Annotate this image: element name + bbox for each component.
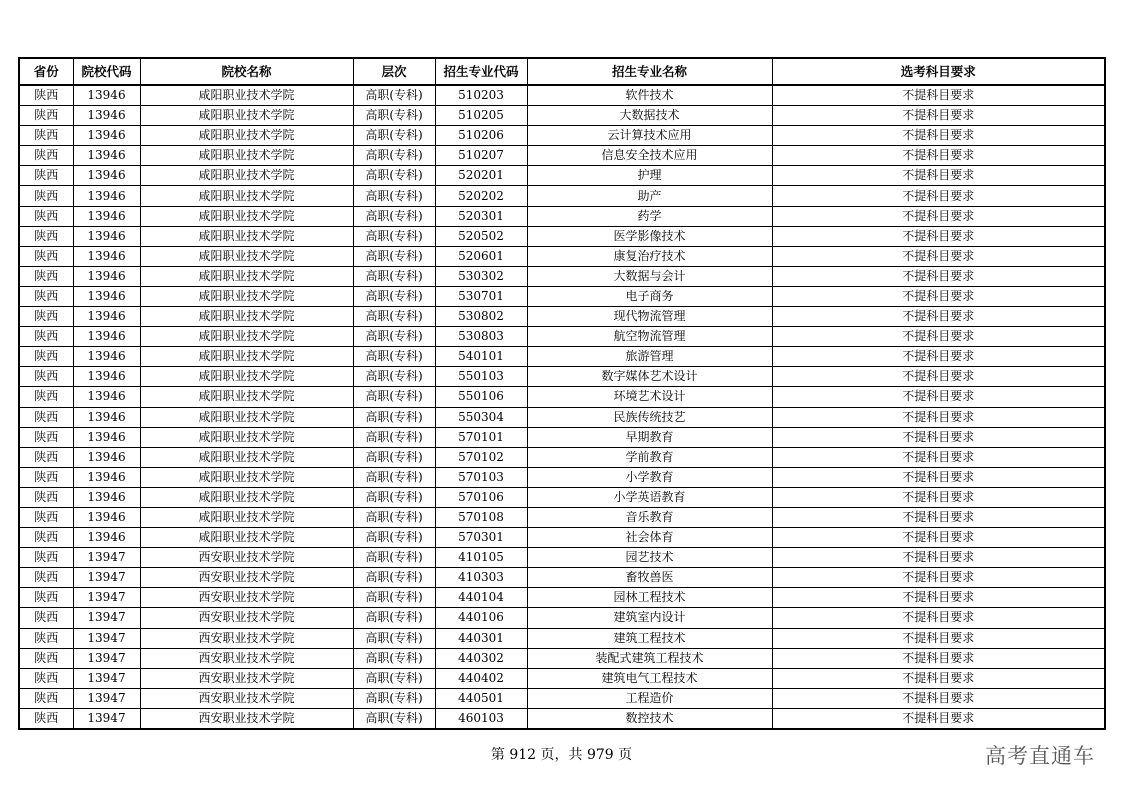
cell-major-name: 信息安全技术应用 [527,146,772,166]
cell-province: 陕西 [19,668,73,688]
cell-subject-requirement: 不提科目要求 [772,327,1105,347]
table-row [19,407,1105,427]
cell-province: 陕西 [19,708,73,729]
table-row [19,286,1105,306]
cell-province: 陕西 [19,367,73,387]
cell-level: 高职(专科) [353,387,435,407]
table-row [19,628,1105,648]
cell-subject-requirement: 不提科目要求 [772,548,1105,568]
cell-major-name: 助产 [527,186,772,206]
cell-province: 陕西 [19,126,73,146]
cell-major-name: 畜牧兽医 [527,568,772,588]
table-row [19,668,1105,688]
cell-major-code: 550106 [435,387,527,407]
cell-province: 陕西 [19,166,73,186]
cell-school-code: 13947 [73,608,140,628]
cell-province: 陕西 [19,286,73,306]
cell-school-code: 13947 [73,548,140,568]
table-row [19,387,1105,407]
table-row [19,246,1105,266]
table-row [19,688,1105,708]
cell-school-code: 13946 [73,487,140,507]
cell-major-code: 410105 [435,548,527,568]
cell-school-name: 咸阳职业技术学院 [140,286,353,306]
cell-level: 高职(专科) [353,467,435,487]
cell-major-code: 570108 [435,507,527,527]
cell-major-code: 510207 [435,146,527,166]
cell-subject-requirement: 不提科目要求 [772,246,1105,266]
cell-major-name: 民族传统技艺 [527,407,772,427]
cell-level: 高职(专科) [353,668,435,688]
table-row [19,307,1105,327]
cell-province: 陕西 [19,648,73,668]
cell-major-name: 旅游管理 [527,347,772,367]
cell-major-name: 数控技术 [527,708,772,729]
cell-province: 陕西 [19,347,73,367]
cell-major-name: 软件技术 [527,85,772,106]
cell-school-code: 13946 [73,387,140,407]
cell-school-code: 13946 [73,347,140,367]
cell-school-code: 13946 [73,507,140,527]
cell-major-name: 大数据技术 [527,106,772,126]
cell-subject-requirement: 不提科目要求 [772,507,1105,527]
table-row [19,186,1105,206]
cell-subject-requirement: 不提科目要求 [772,688,1105,708]
cell-school-name: 咸阳职业技术学院 [140,146,353,166]
cell-major-code: 410303 [435,568,527,588]
cell-school-code: 13946 [73,447,140,467]
table-row [19,427,1105,447]
table-row [19,608,1105,628]
cell-school-code: 13946 [73,286,140,306]
cell-level: 高职(专科) [353,166,435,186]
cell-major-name: 小学教育 [527,467,772,487]
cell-subject-requirement: 不提科目要求 [772,126,1105,146]
cell-subject-requirement: 不提科目要求 [772,367,1105,387]
cell-school-name: 咸阳职业技术学院 [140,186,353,206]
cell-major-code: 520502 [435,226,527,246]
cell-level: 高职(专科) [353,106,435,126]
cell-level: 高职(专科) [353,407,435,427]
cell-level: 高职(专科) [353,85,435,106]
table-row [19,708,1105,729]
cell-school-code: 13946 [73,226,140,246]
cell-subject-requirement: 不提科目要求 [772,467,1105,487]
cell-major-name: 早期教育 [527,427,772,447]
cell-province: 陕西 [19,467,73,487]
cell-school-name: 咸阳职业技术学院 [140,347,353,367]
cell-school-name: 咸阳职业技术学院 [140,387,353,407]
cell-major-name: 医学影像技术 [527,226,772,246]
table-row [19,507,1105,527]
cell-major-name: 云计算技术应用 [527,126,772,146]
cell-level: 高职(专科) [353,146,435,166]
cell-level: 高职(专科) [353,648,435,668]
cell-school-code: 13946 [73,126,140,146]
cell-subject-requirement: 不提科目要求 [772,648,1105,668]
cell-province: 陕西 [19,608,73,628]
cell-province: 陕西 [19,588,73,608]
header-province: 省份 [19,58,73,85]
cell-major-code: 570101 [435,427,527,447]
cell-school-name: 西安职业技术学院 [140,708,353,729]
cell-school-name: 西安职业技术学院 [140,568,353,588]
cell-major-code: 570106 [435,487,527,507]
header-major-code: 招生专业代码 [435,58,527,85]
watermark: 高考直通车 [985,744,1095,768]
cell-major-name: 航空物流管理 [527,327,772,347]
cell-level: 高职(专科) [353,588,435,608]
cell-school-code: 13946 [73,407,140,427]
table-row [19,467,1105,487]
cell-major-name: 园林工程技术 [527,588,772,608]
cell-school-name: 咸阳职业技术学院 [140,266,353,286]
cell-subject-requirement: 不提科目要求 [772,427,1105,447]
table-body [19,85,1105,729]
cell-province: 陕西 [19,507,73,527]
table-row [19,166,1105,186]
cell-subject-requirement: 不提科目要求 [772,186,1105,206]
cell-major-code: 520601 [435,246,527,266]
cell-level: 高职(专科) [353,528,435,548]
cell-major-name: 现代物流管理 [527,307,772,327]
cell-level: 高职(专科) [353,688,435,708]
cell-major-name: 园艺技术 [527,548,772,568]
cell-school-code: 13946 [73,327,140,347]
cell-school-name: 西安职业技术学院 [140,548,353,568]
cell-major-name: 音乐教育 [527,507,772,527]
cell-major-code: 550103 [435,367,527,387]
cell-subject-requirement: 不提科目要求 [772,568,1105,588]
cell-major-name: 建筑电气工程技术 [527,668,772,688]
cell-major-code: 440106 [435,608,527,628]
cell-school-name: 西安职业技术学院 [140,668,353,688]
cell-subject-requirement: 不提科目要求 [772,106,1105,126]
cell-school-code: 13946 [73,206,140,226]
table-row [19,266,1105,286]
table-row [19,347,1105,367]
header-level: 层次 [353,58,435,85]
cell-level: 高职(专科) [353,628,435,648]
cell-subject-requirement: 不提科目要求 [772,387,1105,407]
cell-level: 高职(专科) [353,507,435,527]
table-row [19,206,1105,226]
cell-school-code: 13946 [73,427,140,447]
cell-major-code: 440301 [435,628,527,648]
table-row [19,487,1105,507]
cell-province: 陕西 [19,628,73,648]
cell-school-code: 13946 [73,85,140,106]
table-row [19,106,1105,126]
cell-school-name: 西安职业技术学院 [140,628,353,648]
cell-major-code: 460103 [435,708,527,729]
cell-province: 陕西 [19,266,73,286]
cell-major-code: 440104 [435,588,527,608]
cell-subject-requirement: 不提科目要求 [772,226,1105,246]
cell-school-code: 13946 [73,246,140,266]
cell-major-code: 530701 [435,286,527,306]
cell-school-code: 13946 [73,266,140,286]
cell-major-name: 建筑室内设计 [527,608,772,628]
cell-level: 高职(专科) [353,608,435,628]
cell-level: 高职(专科) [353,246,435,266]
cell-major-code: 570103 [435,467,527,487]
table-row [19,588,1105,608]
cell-major-name: 护理 [527,166,772,186]
cell-school-name: 咸阳职业技术学院 [140,507,353,527]
cell-school-name: 咸阳职业技术学院 [140,487,353,507]
cell-subject-requirement: 不提科目要求 [772,447,1105,467]
admission-table [18,57,1106,730]
table-header-row [19,58,1105,85]
cell-subject-requirement: 不提科目要求 [772,487,1105,507]
cell-subject-requirement: 不提科目要求 [772,668,1105,688]
cell-major-name: 建筑工程技术 [527,628,772,648]
cell-major-code: 530302 [435,266,527,286]
cell-subject-requirement: 不提科目要求 [772,588,1105,608]
table-row [19,648,1105,668]
cell-subject-requirement: 不提科目要求 [772,347,1105,367]
cell-school-code: 13947 [73,688,140,708]
cell-school-code: 13946 [73,528,140,548]
cell-school-name: 咸阳职业技术学院 [140,85,353,106]
cell-major-code: 520301 [435,206,527,226]
cell-level: 高职(专科) [353,206,435,226]
cell-province: 陕西 [19,688,73,708]
cell-school-name: 咸阳职业技术学院 [140,166,353,186]
cell-school-code: 13947 [73,668,140,688]
cell-province: 陕西 [19,186,73,206]
cell-major-name: 大数据与会计 [527,266,772,286]
table-row [19,226,1105,246]
page-number: 第 912 页，共 979 页 [490,747,633,763]
cell-major-name: 社会体育 [527,528,772,548]
cell-level: 高职(专科) [353,327,435,347]
cell-level: 高职(专科) [353,226,435,246]
cell-major-code: 550304 [435,407,527,427]
cell-school-name: 咸阳职业技术学院 [140,367,353,387]
cell-major-name: 装配式建筑工程技术 [527,648,772,668]
cell-level: 高职(专科) [353,447,435,467]
cell-school-name: 西安职业技术学院 [140,588,353,608]
cell-level: 高职(专科) [353,126,435,146]
table-row [19,447,1105,467]
cell-major-name: 数字媒体艺术设计 [527,367,772,387]
cell-province: 陕西 [19,407,73,427]
header-school-code: 院校代码 [73,58,140,85]
table-row [19,327,1105,347]
cell-school-name: 咸阳职业技术学院 [140,246,353,266]
cell-school-name: 咸阳职业技术学院 [140,447,353,467]
cell-major-code: 440302 [435,648,527,668]
table-row [19,85,1105,106]
cell-school-name: 咸阳职业技术学院 [140,407,353,427]
cell-school-code: 13947 [73,628,140,648]
cell-school-code: 13946 [73,467,140,487]
cell-major-code: 440402 [435,668,527,688]
header-major-name: 招生专业名称 [527,58,772,85]
cell-school-code: 13947 [73,648,140,668]
cell-major-code: 570102 [435,447,527,467]
table-row [19,146,1105,166]
cell-province: 陕西 [19,487,73,507]
cell-major-code: 530803 [435,327,527,347]
cell-province: 陕西 [19,206,73,226]
cell-school-code: 13946 [73,166,140,186]
cell-province: 陕西 [19,146,73,166]
cell-school-name: 咸阳职业技术学院 [140,206,353,226]
cell-school-name: 咸阳职业技术学院 [140,106,353,126]
cell-level: 高职(专科) [353,286,435,306]
cell-province: 陕西 [19,387,73,407]
table-row [19,126,1105,146]
cell-province: 陕西 [19,568,73,588]
cell-level: 高职(专科) [353,307,435,327]
cell-school-name: 咸阳职业技术学院 [140,427,353,447]
cell-province: 陕西 [19,246,73,266]
cell-province: 陕西 [19,85,73,106]
table-row [19,568,1105,588]
cell-level: 高职(专科) [353,548,435,568]
cell-major-name: 药学 [527,206,772,226]
cell-school-name: 西安职业技术学院 [140,648,353,668]
cell-subject-requirement: 不提科目要求 [772,528,1105,548]
cell-major-code: 570301 [435,528,527,548]
cell-level: 高职(专科) [353,367,435,387]
cell-school-code: 13946 [73,146,140,166]
cell-level: 高职(专科) [353,186,435,206]
cell-subject-requirement: 不提科目要求 [772,85,1105,106]
cell-school-name: 西安职业技术学院 [140,608,353,628]
cell-major-code: 530802 [435,307,527,327]
cell-province: 陕西 [19,226,73,246]
cell-province: 陕西 [19,106,73,126]
cell-province: 陕西 [19,528,73,548]
cell-subject-requirement: 不提科目要求 [772,166,1105,186]
cell-major-name: 工程造价 [527,688,772,708]
cell-major-name: 学前教育 [527,447,772,467]
cell-province: 陕西 [19,427,73,447]
cell-school-name: 咸阳职业技术学院 [140,226,353,246]
cell-school-name: 咸阳职业技术学院 [140,467,353,487]
cell-major-code: 540101 [435,347,527,367]
cell-level: 高职(专科) [353,266,435,286]
header-subject-requirement: 选考科目要求 [772,58,1105,85]
cell-level: 高职(专科) [353,427,435,447]
cell-subject-requirement: 不提科目要求 [772,407,1105,427]
cell-subject-requirement: 不提科目要求 [772,628,1105,648]
cell-subject-requirement: 不提科目要求 [772,286,1105,306]
cell-province: 陕西 [19,447,73,467]
cell-school-name: 咸阳职业技术学院 [140,327,353,347]
cell-school-code: 13946 [73,186,140,206]
cell-major-code: 510203 [435,85,527,106]
cell-level: 高职(专科) [353,568,435,588]
cell-school-name: 咸阳职业技术学院 [140,126,353,146]
table-row [19,367,1105,387]
cell-school-name: 咸阳职业技术学院 [140,528,353,548]
cell-major-name: 环境艺术设计 [527,387,772,407]
cell-school-name: 咸阳职业技术学院 [140,307,353,327]
cell-major-name: 电子商务 [527,286,772,306]
cell-school-name: 西安职业技术学院 [140,688,353,708]
header-school-name: 院校名称 [140,58,353,85]
cell-school-code: 13946 [73,106,140,126]
cell-subject-requirement: 不提科目要求 [772,206,1105,226]
cell-subject-requirement: 不提科目要求 [772,146,1105,166]
cell-province: 陕西 [19,327,73,347]
table-row [19,548,1105,568]
cell-level: 高职(专科) [353,487,435,507]
cell-school-code: 13946 [73,367,140,387]
cell-subject-requirement: 不提科目要求 [772,307,1105,327]
cell-major-name: 康复治疗技术 [527,246,772,266]
cell-level: 高职(专科) [353,708,435,729]
cell-major-code: 440501 [435,688,527,708]
cell-school-code: 13947 [73,708,140,729]
cell-school-code: 13947 [73,588,140,608]
cell-subject-requirement: 不提科目要求 [772,266,1105,286]
cell-province: 陕西 [19,548,73,568]
table-row [19,528,1105,548]
cell-major-code: 510205 [435,106,527,126]
cell-subject-requirement: 不提科目要求 [772,608,1105,628]
cell-school-code: 13947 [73,568,140,588]
cell-major-code: 520201 [435,166,527,186]
cell-school-code: 13946 [73,307,140,327]
cell-subject-requirement: 不提科目要求 [772,708,1105,729]
cell-province: 陕西 [19,307,73,327]
cell-major-name: 小学英语教育 [527,487,772,507]
cell-major-code: 520202 [435,186,527,206]
cell-level: 高职(专科) [353,347,435,367]
cell-major-code: 510206 [435,126,527,146]
